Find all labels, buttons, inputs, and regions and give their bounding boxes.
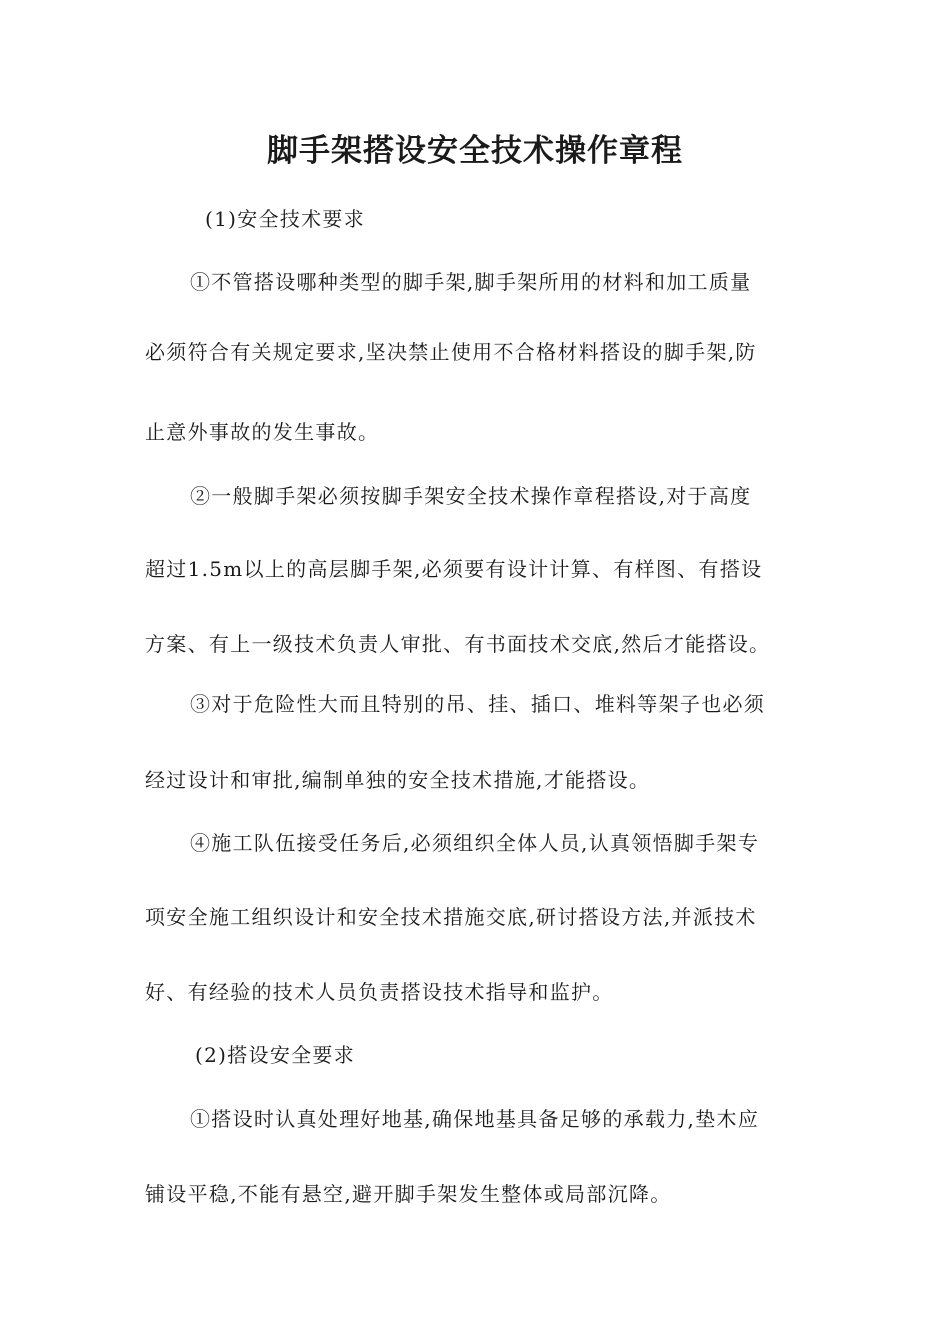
paragraph-line: ④施工队伍接受任务后,必须组织全体人员,认真领悟脚手架专 <box>190 831 760 855</box>
paragraph-line: ①搭设时认真处理好地基,确保地基具备足够的承载力,垫木应 <box>190 1107 760 1131</box>
paragraph-line: 项安全施工组织设计和安全技术措施交底,研讨搭设方法,并派技术 <box>145 905 757 929</box>
paragraph-line: 必须符合有关规定要求,坚决禁止使用不合格材料搭设的脚手架,防 <box>145 340 757 364</box>
paragraph-line: 止意外事故的发生事故。 <box>145 420 380 444</box>
paragraph-line: 铺设平稳,不能有悬空,避开脚手架发生整体或局部沉降。 <box>145 1182 672 1206</box>
page-title: 脚手架搭设安全技术操作章程 <box>267 133 683 169</box>
paragraph-line: 超过1.5m以上的高层脚手架,必须要有设计计算、有样图、有搭设 <box>145 557 763 581</box>
paragraph-line: ③对于危险性大而且特别的吊、挂、插口、堆料等架子也必须 <box>190 692 766 716</box>
paragraph-line: ②一般脚手架必须按脚手架安全技术操作章程搭设,对于高度 <box>190 484 752 508</box>
section-heading-2: (2)搭设安全要求 <box>195 1043 356 1067</box>
paragraph-line: 好、有经验的技术人员负责搭设技术指导和监护。 <box>145 980 614 1004</box>
paragraph-line: ①不管搭设哪种类型的脚手架,脚手架所用的材料和加工质量 <box>190 270 752 294</box>
paragraph-line: 经过设计和审批,编制单独的安全技术措施,才能搭设。 <box>145 768 651 792</box>
paragraph-line: 方案、有上一级技术负责人审批、有书面技术交底,然后才能搭设。 <box>145 632 771 656</box>
section-heading-1: (1)安全技术要求 <box>205 207 366 231</box>
